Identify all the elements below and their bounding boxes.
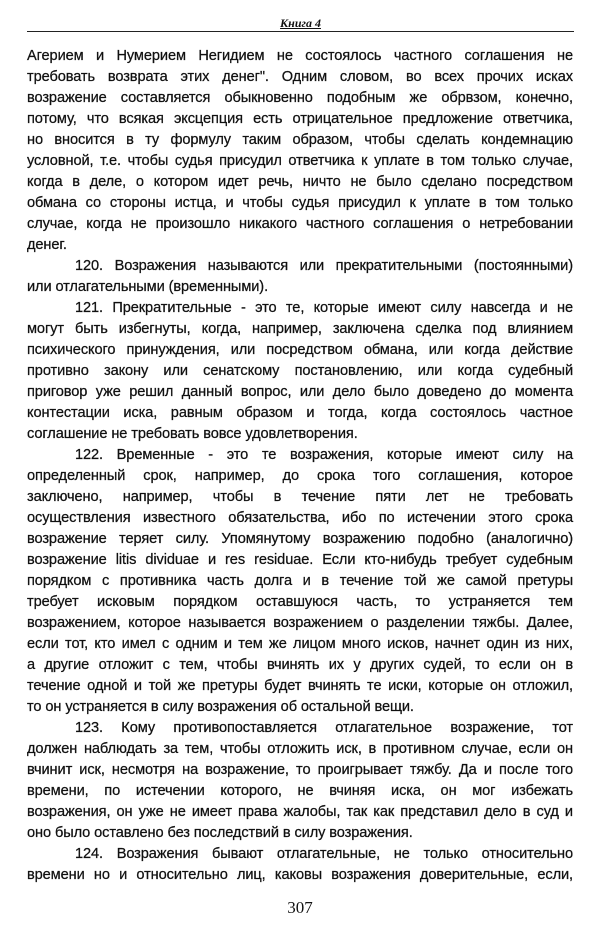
text-line: когда в деле, о котором идет речь, ничто не было сделано посредством — [27, 174, 573, 190]
text-line: требует исковым порядком оставшуюся часть, то устраняется тем — [27, 594, 573, 610]
text-line: могут быть избегнуты, когда, например, заключена сделка под влиянием — [27, 321, 573, 337]
text-line: а другие отложит с тем, чтобы вчинять их у других судей, то если он в — [27, 657, 573, 673]
text-line: заключено, например, чтобы в течение пяти лет не требовать — [27, 489, 573, 505]
running-header — [27, 14, 574, 32]
text-line: 120. Возражения называются или прекратительными (постоянными) — [75, 258, 573, 274]
text-line: соглашение не требовать вовсе удовлетворения. — [27, 426, 358, 442]
text-line: 124. Возражения бывают отлагательные, не только относительно — [75, 846, 573, 862]
text-line: возражения, он уже не имеет права жалобы, так как представил дело в суд и — [27, 804, 573, 820]
text-line: или отлагательными (временными). — [27, 279, 269, 295]
text-line: Агерием и Нумерием Негидием не состоялось частного соглашения не — [27, 48, 573, 64]
text-line: если тот, кто имел с одним и тем же лицом много исков, начнет один из них, — [27, 636, 573, 652]
text-line: времени, по истечении которого, не вчиняя иска, он мог избежать — [27, 783, 573, 799]
text-line: течение одной и той же претуры будет вчинять те иски, которые он отложил, — [27, 678, 573, 694]
text-line: психического принуждения, или посредством обмана, или когда действие — [27, 342, 573, 358]
text-line: обмана со стороны истца, и чтобы судья присудил к уплате в том только — [27, 195, 573, 211]
book-title: Книга 4 — [280, 16, 321, 30]
page-body — [27, 46, 573, 886]
text-line: определенный срок, например, до срока того соглашения, которое — [27, 468, 573, 484]
text-line: условной, т.е. чтобы судья присудил ответчика к уплате в том только случае, — [27, 153, 573, 169]
text-line: должен наблюдать за тем, чтобы отложить иск, в противном случае, если он — [27, 741, 573, 757]
text-line: денег. — [27, 237, 67, 253]
text-line: возражение litis dividuae и res residuae. Если кто-нибудь требует судебным — [27, 552, 573, 568]
text-line: противно закону или сенатскому постановлению, или когда судебный — [27, 363, 573, 379]
text-line: приговор уже решил данный вопрос, или дело было доведено до момента — [27, 384, 573, 400]
text-line: вчинит иск, несмотря на возражение, то проигрывает тяжбу. Да и после того — [27, 762, 573, 778]
text-line: 121. Прекратительные - это те, которые имеют силу навсегда и не — [75, 300, 573, 316]
text-line: случае, когда не произошло никакого частного соглашения о нетребовании — [27, 216, 573, 232]
text-line: возражением, которое называется возражением о разделении тяжбы. Далее, — [27, 615, 573, 631]
text-line: 123. Кому противопоставляется отлагательное возражение, тот — [75, 720, 573, 736]
text-line: потому, что всякая эксцепция есть отрицательное предложение ответчика, — [27, 111, 573, 127]
text-line: порядком с противника часть долга и в течение той же самой претуры — [27, 573, 573, 589]
text-line: контестации иска, равным образом и тогда, когда состоялось частное — [27, 405, 573, 421]
text-line: 122. Временные - это те возражения, которые имеют силу на — [75, 447, 573, 463]
text-line: времени но и относительно лиц, каковы возражения доверительные, если, — [27, 867, 573, 883]
text-line: возражение теряет силу. Упомянутому возражению подобно (аналогично) — [27, 531, 573, 547]
text-line: но вносится в ту формулу таким образом, чтобы сделать кондемнацию — [27, 132, 573, 148]
text-line: осуществления известного обязательства, ибо по истечении этого срока — [27, 510, 573, 526]
page-number: 307 — [287, 898, 313, 917]
text-line: оно было оставлено без последствий в силу возражения. — [27, 825, 413, 841]
text-line: возражение составляется обыкновенно подобным же обрвзом, конечно, — [27, 90, 573, 106]
text-line: требовать возврата этих денег". Одним словом, во всех прочих исках — [27, 69, 573, 85]
text-line: то он устраняется в силу возражения об остальной вещи. — [27, 699, 414, 715]
